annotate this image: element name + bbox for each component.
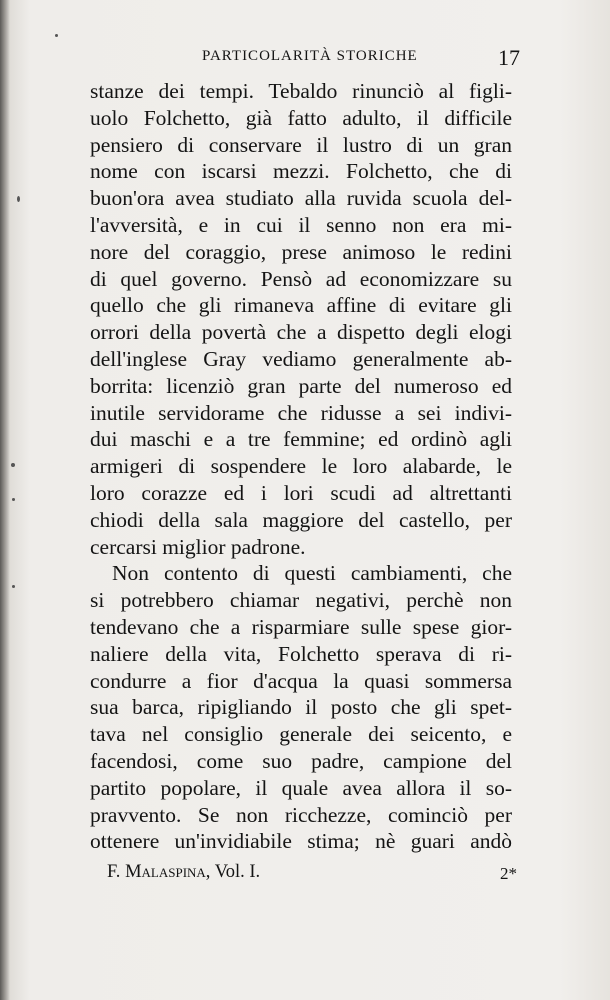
text-line: inutile servidorame che ridusse a sei indivi- xyxy=(90,400,512,425)
print-speck xyxy=(12,498,15,501)
text-line: quello che gli rimaneva affine di evitare gli xyxy=(90,293,512,318)
text-line: buon'ora avea studiato alla ruvida scuola del- xyxy=(90,186,512,211)
text-line: facendosi, come suo padre, campione del xyxy=(90,748,512,773)
text-line: loro corazze ed i lori scudi ad altrettanti xyxy=(90,480,512,505)
text-line: ottenere un'invidiabile stima; nè guari andò xyxy=(90,829,512,854)
page-header xyxy=(90,45,520,78)
print-speck xyxy=(55,34,58,37)
signature-prefix: F. xyxy=(107,862,121,882)
text-line: orrori della povertà che a dispetto degli elogi xyxy=(90,320,512,345)
text-line: armigeri di sospendere le loro alabarde, le xyxy=(90,454,512,479)
text-line: sua barca, ripigliando il posto che gli spet- xyxy=(90,695,512,720)
page-number: 17 xyxy=(498,45,520,70)
text-line: naliere della vita, Folchetto sperava di ri- xyxy=(90,641,512,666)
print-speck xyxy=(11,463,15,467)
text-line: tava nel consiglio generale dei seicento, e xyxy=(90,722,512,747)
text-line: cercarsi miglior padrone. xyxy=(90,534,306,559)
text-line: di quel governo. Pensò ad economizzare su xyxy=(90,266,512,291)
text-line: Non contento di questi cambiamenti, che xyxy=(112,561,512,586)
page-gutter-shadow xyxy=(0,0,10,1000)
text-line: dell'inglese Gray vediamo generalmente ab- xyxy=(90,346,512,371)
text-line: dui maschi e a tre femmine; ed ordinò agli xyxy=(90,427,512,452)
text-line: partito popolare, il quale avea allora il so- xyxy=(90,775,512,800)
printer-signature xyxy=(107,862,260,883)
signature-volume: , Vol. I. xyxy=(205,862,261,882)
text-line: uolo Folchetto, già fatto adulto, il difficile xyxy=(90,105,512,130)
text-line: chiodi della sala maggiore del castello, per xyxy=(90,507,512,532)
signature-mark: 2* xyxy=(500,864,517,883)
print-speck xyxy=(17,196,20,202)
text-line: pensiero di conservare il lustro di un gran xyxy=(90,132,512,157)
text-line: pravvento. Se non ricchezze, cominciò per xyxy=(90,802,512,827)
text-line: stanze dei tempi. Tebaldo rinunciò al figli- xyxy=(90,79,512,103)
text-line: nore del coraggio, prese animoso le redini xyxy=(90,239,512,264)
text-line: si potrebbero chiamar negativi, perchè non xyxy=(90,588,512,613)
text-line: tendevano che a risparmiare sulle spese gior- xyxy=(90,614,512,639)
print-speck xyxy=(12,585,15,588)
text-line: condurre a fior d'acqua la quasi sommersa xyxy=(90,668,512,693)
text-line: borrita: licenziò gran parte del numeroso ed xyxy=(90,373,512,398)
body-text xyxy=(90,78,512,855)
text-line: nome con iscarsi mezzi. Folchetto, che di xyxy=(90,159,512,184)
text-line: l'avversità, e in cui il senno non era mi- xyxy=(90,212,512,237)
running-title: PARTICOLARITÀ STORICHE xyxy=(202,48,418,64)
signature-name: Malaspina xyxy=(125,862,206,882)
page-footer xyxy=(107,862,517,892)
